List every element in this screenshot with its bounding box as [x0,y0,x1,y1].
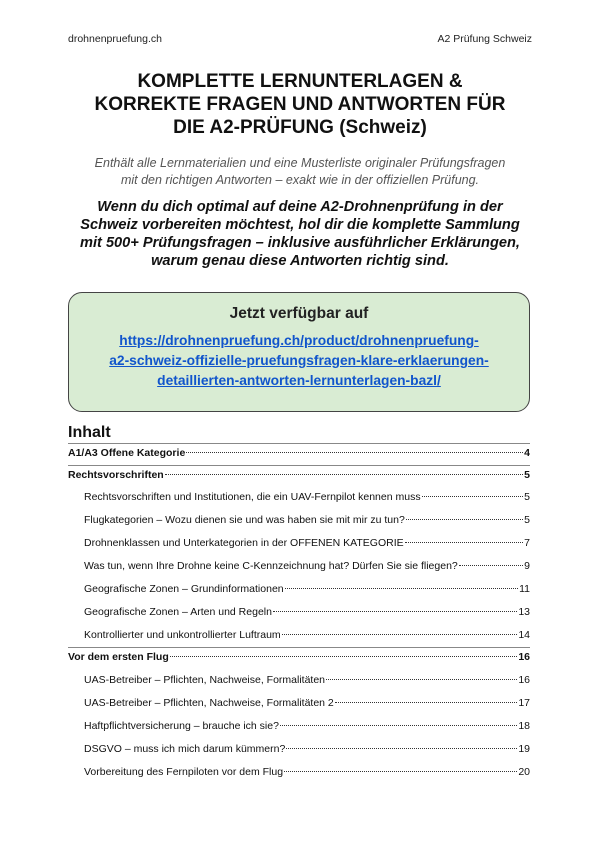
toc-leader-dots [285,588,518,589]
toc-entry[interactable] [68,445,530,461]
title-line: KOMPLETTE LERNUNTERLAGEN & [137,71,463,92]
toc-leader-dots [335,702,518,703]
toc-entry-title: DSGVO – muss ich mich darum kümmern? [84,743,286,755]
toc-entry-title: Rechtsvorschriften und Institutionen, die ein UAV-Fernpilot kennen muss [84,491,421,503]
toc-entry-page: 14 [518,629,530,641]
promo-line: Wenn du dich optimal auf deine A2-Drohnenprüfung in der [97,199,503,215]
toc-entry-page: 5 [524,514,530,526]
promo-line: mit 500+ Prüfungsfragen – inklusive ausführlicher Erklärungen, [80,235,520,251]
toc-entry-page: 5 [524,491,530,503]
toc-leader-dots [286,748,517,749]
header-site: drohnenpruefung.ch [68,33,162,45]
promo-text [60,198,540,270]
availability-heading: Jetzt verfügbar auf [229,305,369,322]
subtitle-line: Enthält alle Lernmaterialien und eine Musterliste originaler Prüfungsfragen [94,156,506,170]
header-doc-title: A2 Prüfung Schweiz [437,33,532,45]
toc-entry[interactable] [68,741,530,757]
toc-entry-title: Vorbereitung des Fernpiloten vor dem Flug [84,766,284,778]
toc-leader-dots [273,611,517,612]
toc-entry-page: 19 [518,743,530,755]
toc-entry[interactable] [68,695,530,711]
toc-entry-title: UAS-Betreiber – Pflichten, Nachweise, Formalitäten 2 [84,697,334,709]
toc-entry-page: 20 [518,766,530,778]
toc-leader-dots [326,679,517,680]
toc-entry-page: 17 [518,697,530,709]
toc-entry-title: Geografische Zonen – Arten und Regeln [84,606,272,618]
product-link-line: a2-schweiz-offizielle-pruefungsfragen-klare-erklaerungen- [109,353,489,368]
subtitle [60,155,540,189]
toc-entry[interactable] [68,627,530,643]
toc-entry[interactable] [68,512,530,528]
toc-entry-page: 18 [518,720,530,732]
toc-heading: Inhalt [68,424,111,441]
toc-entry[interactable] [68,764,530,780]
toc-entry[interactable] [68,467,530,483]
product-link-line: detaillierten-antworten-lernunterlagen-bazl/ [157,373,441,388]
toc-entry-page: 4 [524,447,530,459]
toc-leader-dots [282,634,518,635]
toc-leader-dots [284,771,517,772]
toc-entry[interactable] [68,535,530,551]
toc-entry-page: 11 [519,583,530,595]
toc-entry-title: Was tun, wenn Ihre Drohne keine C-Kennzeichnung hat? Dürfen Sie sie fliegen? [84,560,458,572]
toc-entry[interactable] [68,672,530,688]
toc-entry[interactable] [68,718,530,734]
toc-leader-dots [165,474,523,475]
promo-line: Schweiz vorbereiten möchtest, hol dir die komplette Sammlung [80,217,520,233]
toc-entry[interactable] [68,604,530,620]
toc-entry-title: Kontrollierter und unkontrollierter Luftraum [84,629,281,641]
toc-leader-dots [405,542,524,543]
product-link-line: https://drohnenpruefung.ch/product/drohnenpruefung- [119,333,479,348]
toc-entry-title: Vor dem ersten Flug [68,651,169,663]
toc-entry[interactable] [68,558,530,574]
toc-separator [68,647,530,648]
title-line: KORREKTE FRAGEN UND ANTWORTEN FÜR [94,94,506,115]
page-title [50,70,550,139]
availability-box [68,292,530,412]
toc-entry-title: A1/A3 Offene Kategorie [68,447,186,459]
toc-entry-title: Geografische Zonen – Grundinformationen [84,583,284,595]
toc-entry-page: 7 [524,537,530,549]
toc-entry-page: 9 [524,560,530,572]
toc-entry[interactable] [68,489,530,505]
toc-entry-title: UAS-Betreiber – Pflichten, Nachweise, Formalitäten [84,674,326,686]
toc-entry-title: Rechtsvorschriften [68,469,164,481]
toc-entry-page: 16 [518,674,530,686]
toc-entry[interactable] [68,581,530,597]
toc-leader-dots [459,565,523,566]
subtitle-line: mit den richtigen Antworten – exakt wie in der offiziellen Prüfung. [120,173,480,187]
promo-line: warum genau diese Antworten richtig sind. [151,253,449,269]
title-line: DIE A2-PRÜFUNG (Schweiz) [173,117,427,138]
toc-entry-title: Flugkategorien – Wozu dienen sie und was haben sie mit mir zu tun? [84,514,405,526]
toc-leader-dots [280,725,517,726]
toc-entry-title: Drohnenklassen und Unterkategorien in der OFFENEN KATEGORIE [84,537,404,549]
toc-leader-dots [170,656,518,657]
toc-entry-page: 16 [518,651,530,663]
toc-leader-dots [422,496,524,497]
toc-leader-dots [186,452,523,453]
toc-entry-page: 5 [524,469,530,481]
toc-entry-title: Haftpflichtversicherung – brauche ich sie? [84,720,279,732]
toc-entry[interactable] [68,649,530,665]
toc-entry-page: 13 [518,606,530,618]
product-link[interactable] [79,331,519,391]
toc-leader-dots [406,519,523,520]
toc-separator [68,443,530,444]
toc-separator [68,465,530,466]
